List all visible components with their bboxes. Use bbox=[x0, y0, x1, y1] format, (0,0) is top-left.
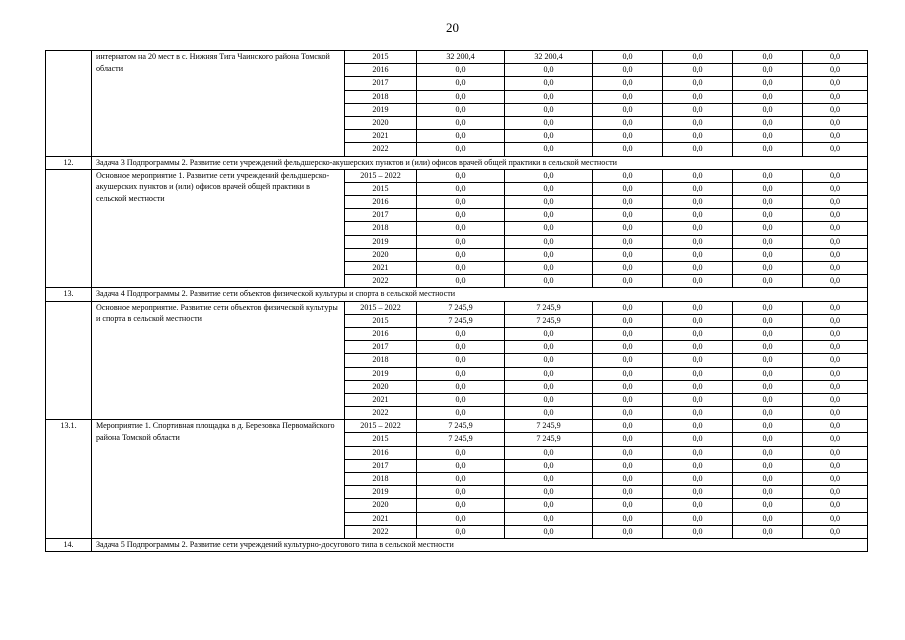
value-cell: 0,0 bbox=[417, 90, 505, 103]
year-cell: 2016 bbox=[345, 196, 417, 209]
value-cell: 0,0 bbox=[593, 222, 663, 235]
value-cell: 0,0 bbox=[593, 143, 663, 156]
value-cell: 0,0 bbox=[593, 367, 663, 380]
value-cell: 0,0 bbox=[733, 196, 803, 209]
year-cell: 2016 bbox=[345, 64, 417, 77]
year-cell: 2022 bbox=[345, 275, 417, 288]
value-cell: 7 245,9 bbox=[505, 420, 593, 433]
value-cell: 0,0 bbox=[733, 248, 803, 261]
value-cell: 7 245,9 bbox=[417, 301, 505, 314]
value-cell: 0,0 bbox=[593, 90, 663, 103]
value-cell: 0,0 bbox=[663, 314, 733, 327]
value-cell: 0,0 bbox=[505, 116, 593, 129]
value-cell: 0,0 bbox=[505, 367, 593, 380]
value-cell: 0,0 bbox=[663, 262, 733, 275]
row-number: 14. bbox=[46, 538, 92, 551]
year-cell: 2019 bbox=[345, 103, 417, 116]
value-cell: 0,0 bbox=[417, 525, 505, 538]
value-cell: 0,0 bbox=[803, 341, 868, 354]
activity-name: Основное мероприятие 1. Развитие сети учреждений фельдшерско-акушерских пунктов и (или) офисов врачей общей практики в сельской местности bbox=[92, 169, 345, 288]
value-cell: 0,0 bbox=[505, 393, 593, 406]
value-cell: 0,0 bbox=[803, 103, 868, 116]
value-cell: 0,0 bbox=[663, 525, 733, 538]
row-number: 13.1. bbox=[46, 420, 92, 539]
task-row bbox=[46, 156, 868, 169]
value-cell: 0,0 bbox=[803, 196, 868, 209]
value-cell: 0,0 bbox=[593, 103, 663, 116]
value-cell: 0,0 bbox=[593, 196, 663, 209]
table-row bbox=[46, 301, 868, 314]
value-cell: 0,0 bbox=[417, 182, 505, 195]
value-cell: 0,0 bbox=[593, 459, 663, 472]
value-cell: 0,0 bbox=[803, 143, 868, 156]
value-cell: 0,0 bbox=[593, 235, 663, 248]
value-cell: 0,0 bbox=[803, 459, 868, 472]
value-cell: 0,0 bbox=[663, 354, 733, 367]
value-cell: 0,0 bbox=[733, 314, 803, 327]
value-cell: 0,0 bbox=[733, 420, 803, 433]
year-cell: 2020 bbox=[345, 116, 417, 129]
value-cell: 0,0 bbox=[663, 301, 733, 314]
value-cell: 0,0 bbox=[733, 182, 803, 195]
value-cell: 32 200,4 bbox=[417, 51, 505, 64]
value-cell: 0,0 bbox=[505, 103, 593, 116]
value-cell: 0,0 bbox=[803, 222, 868, 235]
value-cell: 0,0 bbox=[505, 446, 593, 459]
value-cell: 0,0 bbox=[733, 327, 803, 340]
row-number bbox=[46, 301, 92, 420]
value-cell: 0,0 bbox=[417, 209, 505, 222]
value-cell: 0,0 bbox=[733, 143, 803, 156]
year-cell: 2015 – 2022 bbox=[345, 301, 417, 314]
row-number: 13. bbox=[46, 288, 92, 301]
value-cell: 0,0 bbox=[417, 354, 505, 367]
year-cell: 2016 bbox=[345, 327, 417, 340]
value-cell: 0,0 bbox=[803, 473, 868, 486]
value-cell: 0,0 bbox=[803, 275, 868, 288]
value-cell: 0,0 bbox=[733, 222, 803, 235]
value-cell: 0,0 bbox=[733, 407, 803, 420]
activity-name: Основное мероприятие. Развитие сети объектов физической культуры и спорта в сельской местности bbox=[92, 301, 345, 420]
value-cell: 0,0 bbox=[505, 341, 593, 354]
value-cell: 0,0 bbox=[417, 446, 505, 459]
value-cell: 0,0 bbox=[803, 301, 868, 314]
value-cell: 0,0 bbox=[663, 116, 733, 129]
value-cell: 0,0 bbox=[733, 64, 803, 77]
value-cell: 0,0 bbox=[593, 407, 663, 420]
value-cell: 0,0 bbox=[417, 222, 505, 235]
value-cell: 0,0 bbox=[505, 169, 593, 182]
value-cell: 0,0 bbox=[663, 327, 733, 340]
value-cell: 0,0 bbox=[593, 209, 663, 222]
value-cell: 0,0 bbox=[417, 77, 505, 90]
value-cell: 0,0 bbox=[505, 130, 593, 143]
value-cell: 0,0 bbox=[417, 473, 505, 486]
value-cell: 0,0 bbox=[593, 51, 663, 64]
value-cell: 0,0 bbox=[733, 209, 803, 222]
value-cell: 0,0 bbox=[733, 446, 803, 459]
value-cell: 0,0 bbox=[417, 380, 505, 393]
year-cell: 2021 bbox=[345, 512, 417, 525]
value-cell: 0,0 bbox=[733, 77, 803, 90]
year-cell: 2015 bbox=[345, 182, 417, 195]
value-cell: 0,0 bbox=[417, 486, 505, 499]
value-cell: 0,0 bbox=[663, 90, 733, 103]
value-cell: 0,0 bbox=[733, 90, 803, 103]
value-cell: 0,0 bbox=[803, 433, 868, 446]
row-number: 12. bbox=[46, 156, 92, 169]
value-cell: 0,0 bbox=[593, 314, 663, 327]
value-cell: 0,0 bbox=[593, 169, 663, 182]
value-cell: 0,0 bbox=[505, 196, 593, 209]
value-cell: 0,0 bbox=[417, 169, 505, 182]
value-cell: 0,0 bbox=[593, 512, 663, 525]
year-cell: 2018 bbox=[345, 222, 417, 235]
value-cell: 0,0 bbox=[733, 459, 803, 472]
value-cell: 0,0 bbox=[417, 459, 505, 472]
budget-table bbox=[45, 50, 868, 552]
value-cell: 0,0 bbox=[505, 407, 593, 420]
value-cell: 0,0 bbox=[733, 262, 803, 275]
value-cell: 0,0 bbox=[663, 196, 733, 209]
value-cell: 0,0 bbox=[803, 327, 868, 340]
value-cell: 7 245,9 bbox=[505, 301, 593, 314]
value-cell: 0,0 bbox=[663, 209, 733, 222]
value-cell: 0,0 bbox=[417, 367, 505, 380]
value-cell: 0,0 bbox=[593, 182, 663, 195]
value-cell: 0,0 bbox=[417, 512, 505, 525]
value-cell: 0,0 bbox=[663, 407, 733, 420]
value-cell: 0,0 bbox=[663, 235, 733, 248]
value-cell: 0,0 bbox=[803, 182, 868, 195]
year-cell: 2018 bbox=[345, 90, 417, 103]
value-cell: 0,0 bbox=[593, 420, 663, 433]
value-cell: 0,0 bbox=[663, 143, 733, 156]
value-cell: 0,0 bbox=[593, 473, 663, 486]
year-cell: 2017 bbox=[345, 77, 417, 90]
value-cell: 0,0 bbox=[663, 64, 733, 77]
value-cell: 0,0 bbox=[505, 512, 593, 525]
value-cell: 0,0 bbox=[593, 301, 663, 314]
year-cell: 2015 bbox=[345, 314, 417, 327]
value-cell: 0,0 bbox=[663, 248, 733, 261]
task-row bbox=[46, 538, 868, 551]
task-title: Задача 3 Подпрограммы 2. Развитие сети учреждений фельдшерско-акушерских пунктов и (или) офисов врачей общей практики в сельской местности bbox=[92, 156, 868, 169]
value-cell: 0,0 bbox=[417, 235, 505, 248]
value-cell: 0,0 bbox=[803, 420, 868, 433]
value-cell: 0,0 bbox=[417, 327, 505, 340]
value-cell: 0,0 bbox=[803, 235, 868, 248]
year-cell: 2015 bbox=[345, 51, 417, 64]
value-cell: 0,0 bbox=[733, 433, 803, 446]
value-cell: 0,0 bbox=[417, 196, 505, 209]
year-cell: 2015 bbox=[345, 433, 417, 446]
task-title: Задача 5 Подпрограммы 2. Развитие сети учреждений культурно-досугового типа в сельской местности bbox=[92, 538, 868, 551]
value-cell: 0,0 bbox=[417, 116, 505, 129]
value-cell: 0,0 bbox=[803, 446, 868, 459]
value-cell: 0,0 bbox=[417, 407, 505, 420]
value-cell: 0,0 bbox=[803, 130, 868, 143]
value-cell: 0,0 bbox=[733, 116, 803, 129]
value-cell: 0,0 bbox=[593, 275, 663, 288]
value-cell: 0,0 bbox=[593, 130, 663, 143]
year-cell: 2019 bbox=[345, 235, 417, 248]
activity-name: Мероприятие 1. Спортивная площадка в д. Березовка Первомайского района Томской области bbox=[92, 420, 345, 539]
year-cell: 2019 bbox=[345, 367, 417, 380]
value-cell: 0,0 bbox=[505, 209, 593, 222]
activity-name: интернатом на 20 мест в с. Нижняя Тига Чаинского района Томской области bbox=[92, 51, 345, 157]
value-cell: 0,0 bbox=[663, 182, 733, 195]
task-title: Задача 4 Подпрограммы 2. Развитие сети объектов физической культуры и спорта в сельской местности bbox=[92, 288, 868, 301]
value-cell: 0,0 bbox=[663, 103, 733, 116]
table-row bbox=[46, 169, 868, 182]
value-cell: 0,0 bbox=[663, 473, 733, 486]
value-cell: 0,0 bbox=[593, 116, 663, 129]
value-cell: 0,0 bbox=[803, 354, 868, 367]
table-body bbox=[46, 51, 868, 552]
value-cell: 0,0 bbox=[733, 354, 803, 367]
value-cell: 7 245,9 bbox=[417, 314, 505, 327]
value-cell: 0,0 bbox=[663, 275, 733, 288]
value-cell: 0,0 bbox=[593, 393, 663, 406]
value-cell: 0,0 bbox=[803, 169, 868, 182]
value-cell: 0,0 bbox=[663, 393, 733, 406]
value-cell: 0,0 bbox=[803, 367, 868, 380]
value-cell: 0,0 bbox=[505, 262, 593, 275]
value-cell: 0,0 bbox=[505, 459, 593, 472]
value-cell: 0,0 bbox=[803, 393, 868, 406]
year-cell: 2017 bbox=[345, 459, 417, 472]
value-cell: 0,0 bbox=[733, 51, 803, 64]
year-cell: 2020 bbox=[345, 499, 417, 512]
value-cell: 0,0 bbox=[593, 486, 663, 499]
task-row bbox=[46, 288, 868, 301]
value-cell: 0,0 bbox=[593, 525, 663, 538]
value-cell: 0,0 bbox=[803, 512, 868, 525]
value-cell: 0,0 bbox=[663, 459, 733, 472]
value-cell: 0,0 bbox=[803, 380, 868, 393]
value-cell: 0,0 bbox=[733, 486, 803, 499]
value-cell: 0,0 bbox=[733, 393, 803, 406]
value-cell: 0,0 bbox=[417, 499, 505, 512]
value-cell: 0,0 bbox=[593, 433, 663, 446]
value-cell: 0,0 bbox=[505, 64, 593, 77]
year-cell: 2016 bbox=[345, 446, 417, 459]
value-cell: 0,0 bbox=[803, 64, 868, 77]
value-cell: 0,0 bbox=[663, 130, 733, 143]
value-cell: 0,0 bbox=[663, 420, 733, 433]
year-cell: 2021 bbox=[345, 130, 417, 143]
value-cell: 0,0 bbox=[417, 262, 505, 275]
year-cell: 2022 bbox=[345, 143, 417, 156]
value-cell: 0,0 bbox=[803, 51, 868, 64]
value-cell: 0,0 bbox=[733, 525, 803, 538]
value-cell: 0,0 bbox=[733, 103, 803, 116]
value-cell: 0,0 bbox=[593, 380, 663, 393]
value-cell: 0,0 bbox=[505, 235, 593, 248]
year-cell: 2021 bbox=[345, 262, 417, 275]
value-cell: 0,0 bbox=[505, 77, 593, 90]
value-cell: 0,0 bbox=[593, 341, 663, 354]
value-cell: 0,0 bbox=[733, 130, 803, 143]
value-cell: 0,0 bbox=[663, 512, 733, 525]
value-cell: 0,0 bbox=[505, 222, 593, 235]
value-cell: 0,0 bbox=[505, 327, 593, 340]
value-cell: 0,0 bbox=[417, 248, 505, 261]
value-cell: 0,0 bbox=[733, 235, 803, 248]
value-cell: 0,0 bbox=[417, 341, 505, 354]
value-cell: 0,0 bbox=[803, 262, 868, 275]
value-cell: 0,0 bbox=[505, 248, 593, 261]
value-cell: 0,0 bbox=[733, 275, 803, 288]
value-cell: 0,0 bbox=[505, 143, 593, 156]
value-cell: 0,0 bbox=[733, 169, 803, 182]
value-cell: 0,0 bbox=[733, 301, 803, 314]
value-cell: 32 200,4 bbox=[505, 51, 593, 64]
year-cell: 2018 bbox=[345, 354, 417, 367]
year-cell: 2020 bbox=[345, 248, 417, 261]
year-cell: 2021 bbox=[345, 393, 417, 406]
value-cell: 0,0 bbox=[417, 393, 505, 406]
value-cell: 0,0 bbox=[733, 367, 803, 380]
value-cell: 0,0 bbox=[417, 130, 505, 143]
value-cell: 0,0 bbox=[505, 525, 593, 538]
value-cell: 0,0 bbox=[417, 64, 505, 77]
value-cell: 0,0 bbox=[803, 77, 868, 90]
value-cell: 0,0 bbox=[803, 314, 868, 327]
value-cell: 0,0 bbox=[593, 64, 663, 77]
value-cell: 0,0 bbox=[733, 380, 803, 393]
value-cell: 0,0 bbox=[505, 473, 593, 486]
value-cell: 0,0 bbox=[733, 341, 803, 354]
value-cell: 0,0 bbox=[505, 354, 593, 367]
value-cell: 0,0 bbox=[663, 77, 733, 90]
value-cell: 0,0 bbox=[593, 77, 663, 90]
value-cell: 0,0 bbox=[803, 486, 868, 499]
year-cell: 2017 bbox=[345, 209, 417, 222]
value-cell: 0,0 bbox=[803, 90, 868, 103]
value-cell: 0,0 bbox=[417, 143, 505, 156]
value-cell: 0,0 bbox=[663, 169, 733, 182]
value-cell: 0,0 bbox=[663, 367, 733, 380]
value-cell: 0,0 bbox=[505, 90, 593, 103]
value-cell: 0,0 bbox=[505, 275, 593, 288]
table-row bbox=[46, 51, 868, 64]
value-cell: 7 245,9 bbox=[417, 433, 505, 446]
value-cell: 0,0 bbox=[505, 486, 593, 499]
value-cell: 7 245,9 bbox=[505, 433, 593, 446]
value-cell: 0,0 bbox=[803, 116, 868, 129]
year-cell: 2022 bbox=[345, 407, 417, 420]
value-cell: 0,0 bbox=[593, 248, 663, 261]
value-cell: 0,0 bbox=[663, 486, 733, 499]
value-cell: 0,0 bbox=[733, 512, 803, 525]
value-cell: 0,0 bbox=[417, 275, 505, 288]
value-cell: 0,0 bbox=[663, 446, 733, 459]
year-cell: 2015 – 2022 bbox=[345, 420, 417, 433]
value-cell: 0,0 bbox=[593, 262, 663, 275]
value-cell: 0,0 bbox=[803, 248, 868, 261]
value-cell: 0,0 bbox=[663, 499, 733, 512]
year-cell: 2015 – 2022 bbox=[345, 169, 417, 182]
value-cell: 0,0 bbox=[505, 380, 593, 393]
value-cell: 0,0 bbox=[505, 182, 593, 195]
year-cell: 2019 bbox=[345, 486, 417, 499]
table-row bbox=[46, 420, 868, 433]
year-cell: 2017 bbox=[345, 341, 417, 354]
value-cell: 0,0 bbox=[803, 499, 868, 512]
value-cell: 0,0 bbox=[803, 525, 868, 538]
row-number bbox=[46, 169, 92, 288]
value-cell: 7 245,9 bbox=[505, 314, 593, 327]
value-cell: 0,0 bbox=[593, 499, 663, 512]
value-cell: 0,0 bbox=[663, 341, 733, 354]
value-cell: 0,0 bbox=[663, 51, 733, 64]
value-cell: 7 245,9 bbox=[417, 420, 505, 433]
page-number: 20 bbox=[446, 20, 459, 35]
value-cell: 0,0 bbox=[593, 446, 663, 459]
value-cell: 0,0 bbox=[803, 407, 868, 420]
value-cell: 0,0 bbox=[733, 499, 803, 512]
value-cell: 0,0 bbox=[663, 433, 733, 446]
year-cell: 2022 bbox=[345, 525, 417, 538]
value-cell: 0,0 bbox=[593, 354, 663, 367]
value-cell: 0,0 bbox=[663, 222, 733, 235]
value-cell: 0,0 bbox=[733, 473, 803, 486]
year-cell: 2020 bbox=[345, 380, 417, 393]
value-cell: 0,0 bbox=[663, 380, 733, 393]
value-cell: 0,0 bbox=[417, 103, 505, 116]
row-number bbox=[46, 51, 92, 157]
value-cell: 0,0 bbox=[803, 209, 868, 222]
year-cell: 2018 bbox=[345, 473, 417, 486]
value-cell: 0,0 bbox=[505, 499, 593, 512]
value-cell: 0,0 bbox=[593, 327, 663, 340]
